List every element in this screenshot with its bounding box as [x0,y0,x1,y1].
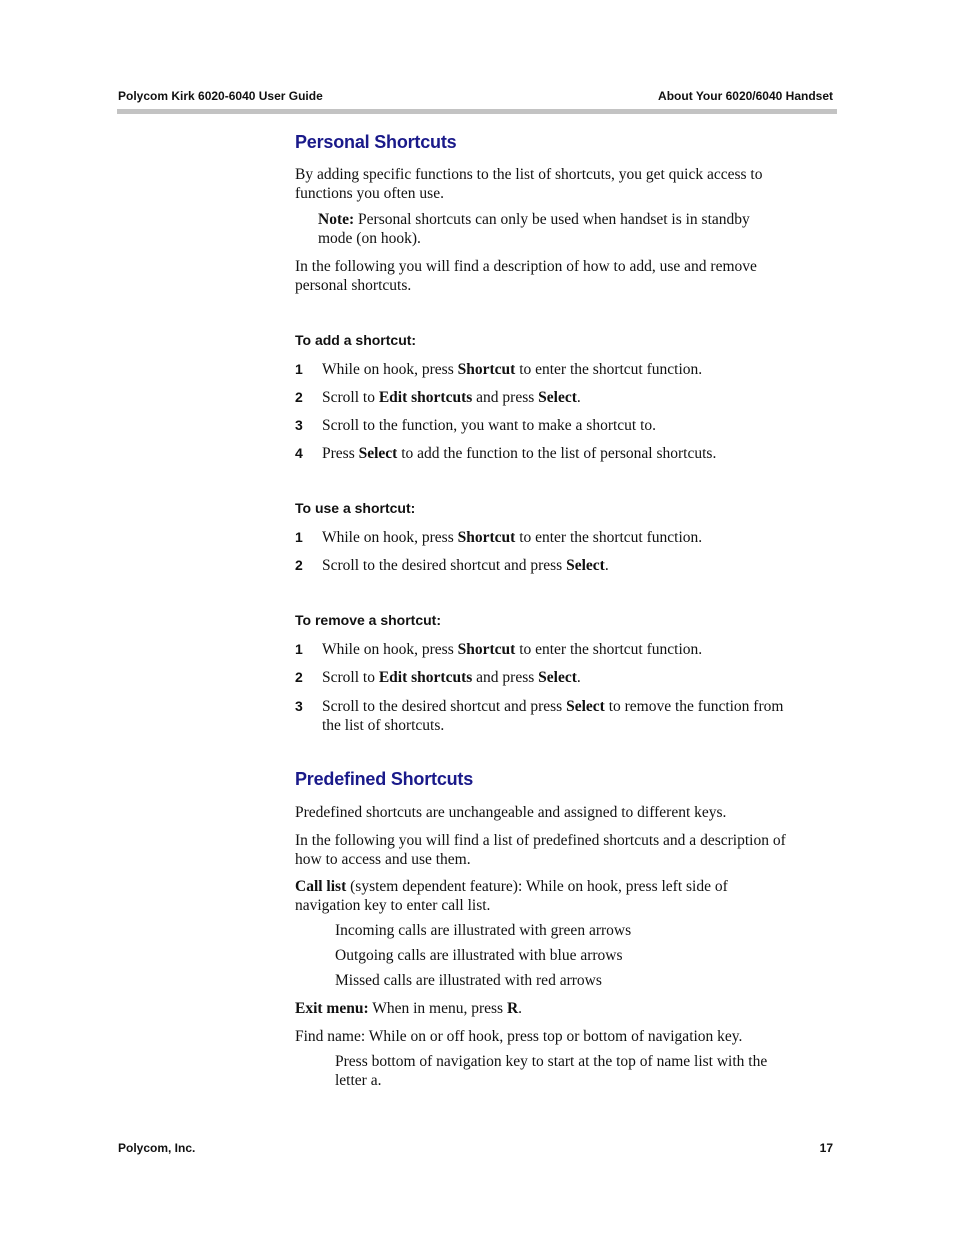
step-text: to enter the shortcut function. [515,641,703,658]
key-name-select: Select [538,389,577,406]
personal-following-paragraph [295,257,840,295]
key-name-select: Select [566,557,605,574]
use-step-2 [295,556,840,575]
key-name-shortcut: Shortcut [457,361,516,378]
exit-menu-label: Exit menu: [295,1000,369,1017]
step-text: . [604,557,609,574]
step-text: While on hook, press [322,641,458,658]
procedure-heading-remove: To remove a shortcut: [295,612,441,628]
step-text: Scroll to the function, you want to make a shortcut to. [322,417,657,434]
step-text: Scroll to the desired shortcut and press [322,698,567,715]
step-text: and press [472,669,539,686]
note-text-line-1: Personal shortcuts can only be used when handset is in standby [354,211,750,228]
press-bottom-line-2: letter a. [335,1072,382,1089]
step-text: the list of shortcuts. [322,717,445,734]
step-text: Scroll to [322,669,379,686]
step-number: 3 [295,698,303,714]
step-number: 1 [295,529,303,545]
add-step-3 [295,416,840,435]
remove-step-2 [295,668,840,687]
call-list-text-line-1: (system dependent feature): While on hook, press left side of [346,878,728,895]
use-step-1 [295,528,840,547]
footer-company: Polycom, Inc. [118,1141,196,1155]
add-step-2 [295,388,840,407]
standby-note [318,210,818,248]
note-label: Note: [318,211,355,228]
step-text: to remove the function from [604,698,784,715]
outgoing-calls-line: Outgoing calls are illustrated with blue arrows [335,947,623,964]
predefined-intro: Predefined shortcuts are unchangeable and assigned to different keys. [295,804,727,821]
predefined-following-line-1: In the following you will find a list of predefined shortcuts and a description of [295,832,786,849]
running-header-title: Polycom Kirk 6020-6040 User Guide [118,89,323,103]
step-number: 2 [295,389,303,405]
exit-menu-text: When in menu, press [368,1000,507,1017]
key-name-r: R [506,1000,519,1017]
key-name-shortcut: Shortcut [457,529,516,546]
step-text: While on hook, press [322,529,458,546]
personal-following-line-2: personal shortcuts. [295,277,412,294]
menu-name-edit-shortcuts: Edit shortcuts [378,389,473,406]
call-list-label: Call list [295,878,347,895]
step-text: to enter the shortcut function. [515,529,703,546]
step-text: While on hook, press [322,361,458,378]
key-name-select: Select [358,445,398,462]
step-text: Scroll to [322,389,379,406]
key-name-select: Select [538,669,577,686]
predefined-following-paragraph [295,831,840,869]
remove-step-1 [295,640,840,659]
step-text: . [576,669,581,686]
header-rule [117,109,837,114]
press-bottom-paragraph [335,1052,835,1090]
call-list-text-line-2: navigation key to enter call list. [295,897,491,914]
personal-intro-line-1: By adding specific functions to the list of shortcuts, you get quick access to [295,166,763,183]
page-number: 17 [819,1141,833,1155]
exit-menu-end: . [518,1000,523,1017]
section-heading-personal-shortcuts: Personal Shortcuts [295,132,457,152]
step-number: 2 [295,669,303,685]
key-name-shortcut: Shortcut [457,641,516,658]
step-text: . [576,389,581,406]
step-number: 3 [295,417,303,433]
note-text-line-2: mode (on hook). [318,230,421,247]
procedure-heading-add: To add a shortcut: [295,332,417,348]
incoming-calls-line: Incoming calls are illustrated with green arrows [335,922,632,939]
personal-following-line-1: In the following you will find a description of how to add, use and remove [295,258,757,275]
menu-name-edit-shortcuts: Edit shortcuts [378,669,473,686]
key-name-select: Select [566,698,605,715]
find-name-paragraph: Find name: While on or off hook, press top or bottom of navigation key. [295,1028,743,1045]
step-number: 2 [295,557,303,573]
step-number: 4 [295,445,303,461]
step-text: to add the function to the list of personal shortcuts. [397,445,717,462]
section-heading-predefined-shortcuts: Predefined Shortcuts [295,769,474,789]
personal-intro-paragraph [295,165,840,203]
procedure-heading-use: To use a shortcut: [295,500,416,516]
add-step-4 [295,444,840,463]
call-list-paragraph [295,877,840,915]
remove-step-3 [295,697,840,735]
step-text: Press [322,445,359,462]
personal-intro-line-2: functions you often use. [295,185,444,202]
step-text: Scroll to the desired shortcut and press [322,557,567,574]
add-step-1 [295,360,840,379]
predefined-following-line-2: how to access and use them. [295,851,471,868]
step-number: 1 [295,641,303,657]
exit-menu-paragraph [295,999,840,1018]
press-bottom-line-1: Press bottom of navigation key to start at the top of name list with the [335,1053,768,1070]
step-text: and press [472,389,539,406]
step-text: to enter the shortcut function. [515,361,703,378]
missed-calls-line: Missed calls are illustrated with red arrows [335,972,602,989]
running-header-section: About Your 6020/6040 Handset [658,89,833,103]
step-number: 1 [295,361,303,377]
